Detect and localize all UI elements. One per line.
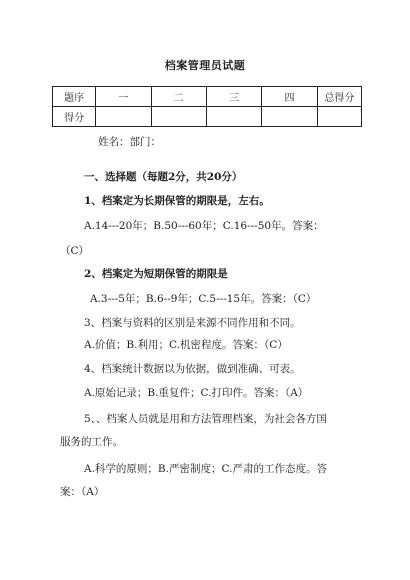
question-1-answer: （C）	[60, 245, 90, 257]
header-cell-4: 四	[262, 87, 317, 107]
question-5-options-line1: A.科学的原则；B.严密制度；C.严肃的工作态度。答	[84, 463, 327, 475]
header-cell-order: 题序	[53, 87, 96, 107]
question-3-options: A.价值；B.利用；C.机密程度。答案：（C）	[84, 339, 288, 351]
question-4-stem: 4、档案统计数据以为依据，做到准确、可表。	[84, 363, 301, 375]
question-1-options: A.14---20年；B.50---60年；C.16---50年。答案：	[84, 220, 324, 232]
question-5-stem-line2: 服务的工作。	[60, 436, 123, 448]
document-title: 档案管理员试题	[164, 59, 246, 72]
score-cell-4	[262, 107, 317, 127]
score-cell-1	[96, 107, 151, 127]
question-1-stem: 1、档案定为长期保管的期限是，左右。	[84, 195, 270, 207]
question-5-stem-line1: 5、、档案人员就是用和方法管理档案，为社会各方国	[84, 413, 327, 425]
header-cell-2: 二	[151, 87, 206, 107]
section-title: 一、选择题（每题2分，共20分）	[84, 171, 243, 183]
score-table-score-row	[53, 107, 362, 127]
score-row-label: 得分	[53, 107, 96, 127]
score-table	[52, 86, 362, 127]
question-2-options: A.3---5年；B.6--9年；C.5---15年。答案：（C）	[90, 293, 317, 305]
header-cell-3: 三	[206, 87, 261, 107]
score-cell-3	[206, 107, 261, 127]
score-cell-2	[151, 107, 206, 127]
name-department-line: 姓名：部门：	[98, 136, 161, 148]
header-cell-total: 总得分	[317, 87, 361, 107]
header-cell-1: 一	[96, 87, 151, 107]
score-cell-total	[317, 107, 361, 127]
question-5-options-line2: 案：（A）	[60, 486, 105, 498]
question-3-stem: 3、档案与资料的区别是来源不同作用和不同。	[84, 317, 301, 329]
question-2-stem: 2、档案定为短期保管的期限是	[84, 268, 228, 280]
score-table-header-row	[53, 87, 362, 107]
question-4-options: A.原始记录；B.重复件；C.打印件。答案：（A）	[84, 387, 309, 399]
